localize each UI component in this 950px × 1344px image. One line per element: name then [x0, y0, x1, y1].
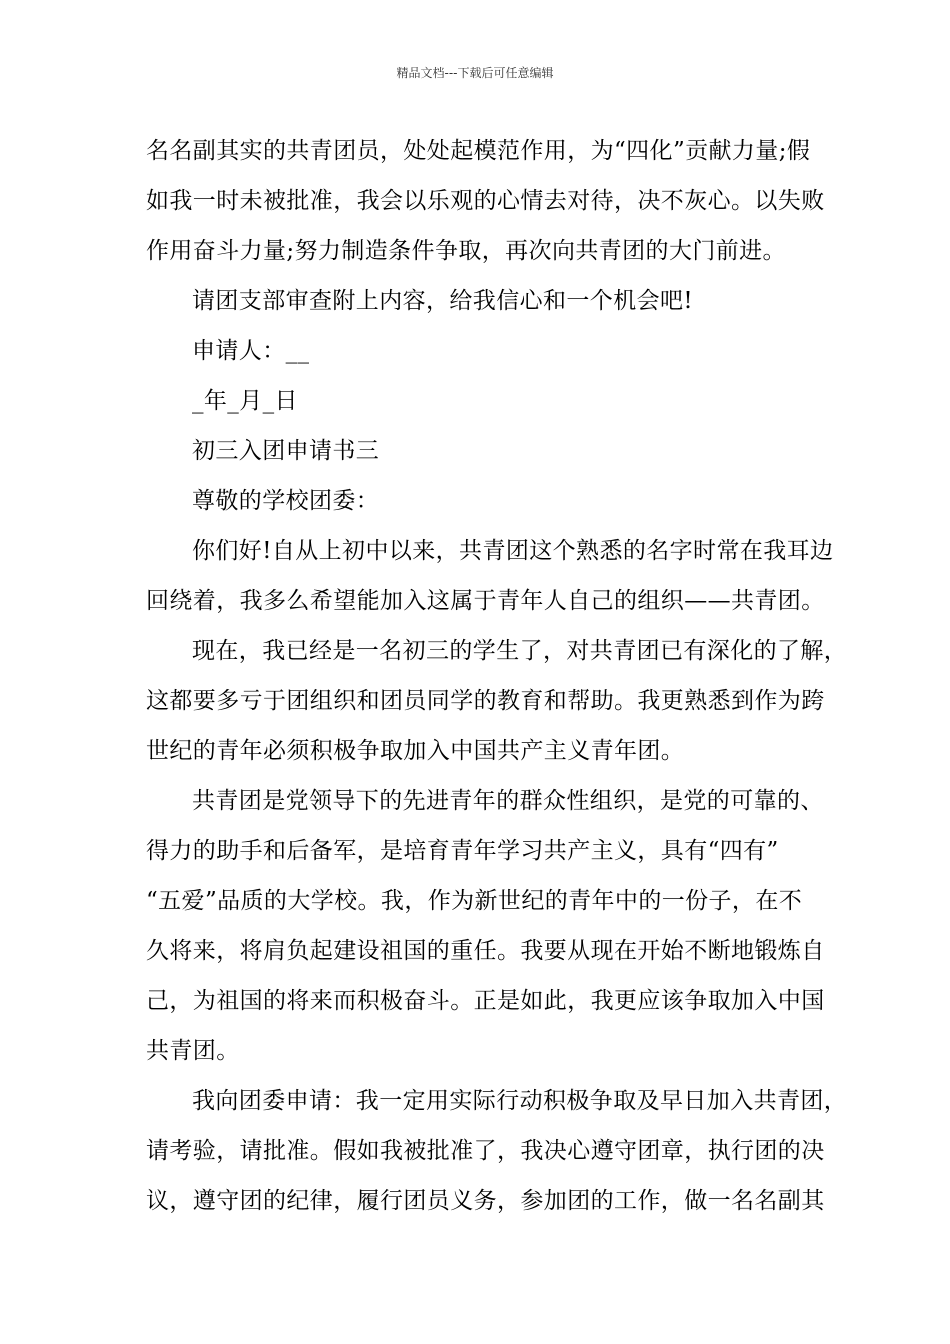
- text-line: 申请人：__: [192, 338, 310, 364]
- text-line: 己，为祖国的将来而积极奋斗。正是如此，我更应该争取加入中国: [146, 988, 825, 1014]
- text-line: 作用奋斗力量;努力制造条件争取，再次向共青团的大门前进。: [146, 238, 786, 264]
- page-header: 精品文档---下载后可任意编辑: [396, 66, 554, 80]
- text-line: 尊敬的学校团委：: [192, 488, 380, 514]
- text-line: 我向团委申请：我一定用实际行动积极争取及早日加入共青团，: [192, 1088, 848, 1114]
- text-line: 得力的助手和后备军，是培育青年学习共产主义，具有“四有”: [146, 838, 779, 864]
- text-line: 这都要多亏于团组织和团员同学的教育和帮助。我更熟悉到作为跨: [146, 688, 825, 714]
- text-line: 现在，我已经是一名初三的学生了，对共青团已有深化的了解，: [192, 638, 848, 664]
- text-line: _年_月_日: [192, 388, 298, 414]
- text-line: 世纪的青年必须积极争取加入中国共产主义青年团。: [146, 738, 685, 764]
- text-line: 共青团是党领导下的先进青年的群众性组织，是党的可靠的、: [192, 788, 824, 814]
- text-line: 你们好!自从上初中以来，共青团这个熟悉的名字时常在我耳边: [192, 538, 834, 564]
- text-line: “五爱”品质的大学校。我，作为新世纪的青年中的一份子，在不: [146, 888, 803, 914]
- text-line: 请团支部审查附上内容，给我信心和一个机会吧!: [192, 288, 694, 314]
- document-body: [146, 126, 848, 1226]
- text-line: 议，遵守团的纪律，履行团员义务，参加团的工作，做一名名副其: [146, 1188, 825, 1214]
- text-line: 共青团。: [146, 1038, 240, 1064]
- text-line: 名名副其实的共青团员，处处起模范作用，为“四化”贡献力量;假: [146, 138, 811, 164]
- text-line: 初三入团申请书三: [192, 438, 380, 464]
- text-line: 如我一时未被批准，我会以乐观的心情去对待，决不灰心。以失败: [146, 188, 825, 214]
- text-line: 请考验，请批准。假如我被批准了，我决心遵守团章，执行团的决: [146, 1138, 825, 1164]
- text-line: 久将来，将肩负起建设祖国的重任。我要从现在开始不断地锻炼自: [146, 938, 825, 964]
- text-line: 回绕着，我多么希望能加入这属于青年人自己的组织——共青团。: [146, 588, 825, 614]
